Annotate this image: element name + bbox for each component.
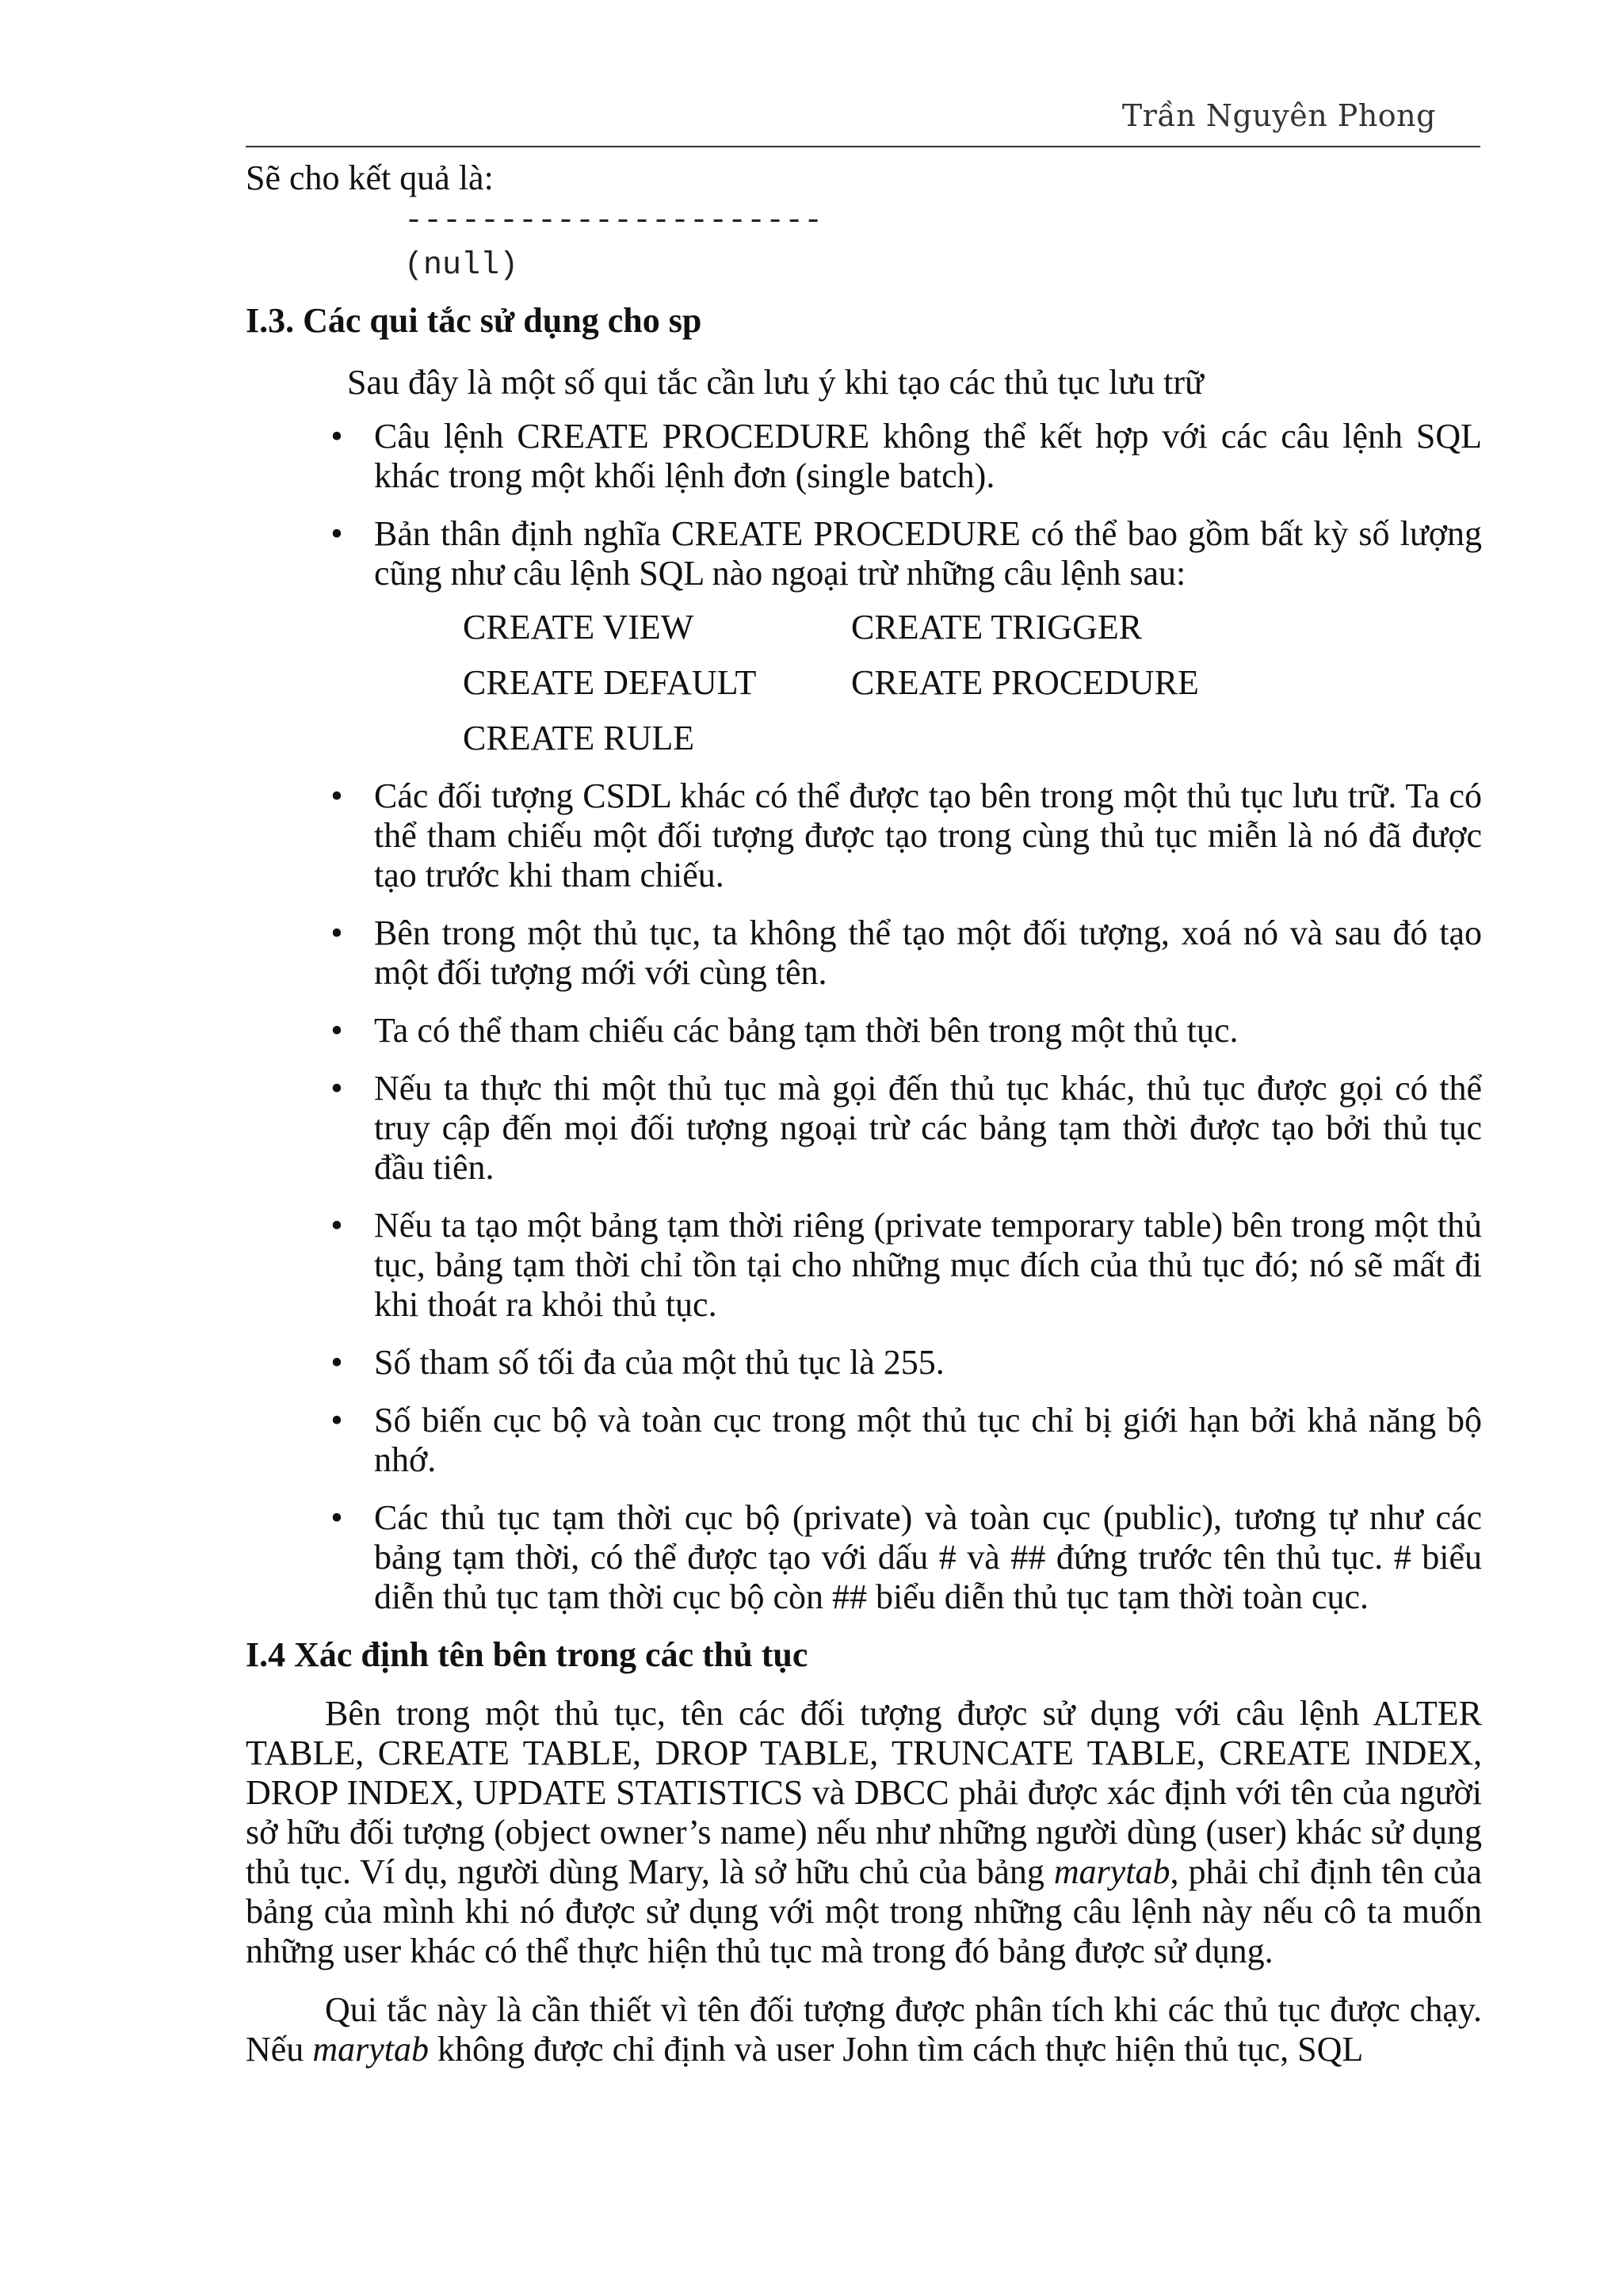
rule-item [246,1069,1482,1188]
rule-item [246,1206,1482,1325]
excluded-statement: CREATE PROCEDURE [851,663,1199,702]
excluded-statement: CREATE TRIGGER [851,608,1143,646]
section-4-heading: I.4 Xác định tên bên trong các thủ tục [246,1635,808,1674]
rule-text: Ta có thể tham chiếu các bảng tạm thời bên trong một thủ tục. [374,1011,1239,1050]
bullet-icon: • [330,1401,343,1440]
bullet-icon: • [330,1498,343,1537]
paragraph-text: không được chỉ định và user John tìm cách thực hiện thủ tục, SQL [428,2030,1364,2069]
bullet-icon: • [330,1069,343,1108]
section-4-paragraph-1 [246,1694,1482,1971]
page-content [246,155,1482,2069]
excluded-statement: CREATE DEFAULT [463,663,757,702]
bullet-icon: • [330,514,343,553]
rules-list [246,417,1482,1617]
table-name-marytab: marytab [1053,1852,1170,1891]
excluded-statement: CREATE RULE [463,719,695,757]
paragraph-text: Bên trong một thủ tục, tên các đối tượng được sử dụng với câu lệnh ALTER TABLE, CREATE TABLE, DROP TABLE, TRUNCATE TABLE, CREATE INDEX, DROP INDEX, UPDATE STATISTICS và DBCC phải được xác định với tên của người sở hữu đối tượng (object owner’s name) nếu như những người dùng (user) khác sử dụng thủ tục. Ví dụ, người dùng Mary, là sở hữu chủ của bảng [246,1694,1482,1891]
section-4-paragraph-2 [246,1990,1482,2069]
bullet-icon: • [330,1343,343,1382]
rule-text: Nếu ta thực thi một thủ tục mà gọi đến thủ tục khác, thủ tục được gọi có thể truy cập đến mọi đối tượng ngoại trừ các bảng tạm thời được tạo bởi thủ tục đầu tiên. [374,1069,1482,1187]
rule-item [246,776,1482,895]
rule-item [246,1498,1482,1617]
bullet-icon: • [330,417,343,456]
section-3-intro: Sau đây là một số qui tắc cần lưu ý khi tạo các thủ tục lưu trữ [347,363,1204,402]
rule-item [246,1401,1482,1480]
rule-item [246,514,1482,758]
rule-text: Bên trong một thủ tục, ta không thể tạo một đối tượng, xoá nó và sau đó tạo một đối tượng mới với cùng tên. [374,913,1482,992]
result-dashes: ---------------------- [404,204,823,239]
rule-text: Câu lệnh CREATE PROCEDURE không thể kết hợp với các câu lệnh SQL khác trong một khối lệnh đơn (single batch). [374,417,1482,495]
rule-text: Nếu ta tạo một bảng tạm thời riêng (private temporary table) bên trong một thủ tục, bảng tạm thời chỉ tồn tại cho những mục đích của thủ tục đó; nó sẽ mất đi khi thoát ra khỏi thủ tục. [374,1206,1482,1324]
bullet-icon: • [330,1206,343,1245]
rule-text: Số biến cục bộ và toàn cục trong một thủ tục chỉ bị giới hạn bởi khả năng bộ nhớ. [374,1401,1482,1479]
rule-text: Các thủ tục tạm thời cục bộ (private) và toàn cục (public), tương tự như các bảng tạm thời, có thể được tạo với dấu # và ## đứng trước tên thủ tục. # biểu diễn thủ tục tạm thời cục bộ còn ## biểu diễn thủ tục tạm thời toàn cục. [374,1498,1482,1616]
header-rule [246,146,1480,147]
rule-item [246,1011,1482,1051]
rule-text: Bản thân định nghĩa CREATE PROCEDURE có thể bao gồm bất kỳ số lượng cũng như câu lệnh SQL nào ngoại trừ những câu lệnh sau: [374,514,1482,593]
bullet-icon: • [330,1011,343,1050]
excluded-statements [463,608,1482,758]
bullet-icon: • [330,913,343,952]
rule-item [246,1343,1482,1383]
excluded-statement: CREATE VIEW [463,608,694,646]
result-null-value: (null) [404,248,519,284]
header-author: Trần Nguyên Phong [1121,98,1436,133]
rule-item [246,913,1482,993]
section-3-heading: I.3. Các qui tắc sử dụng cho sp [246,301,702,340]
rule-text: Số tham số tối đa của một thủ tục là 255. [374,1343,945,1382]
paragraph-text: , phải chỉ định tên của bảng của mình khi nó được sử dụng với một trong những câu lệnh này nếu cô ta muốn những user khác có thể thực hiện thủ tục mà trong đó bảng được sử dụng. [246,1852,1482,1970]
table-name-marytab: marytab [312,2030,429,2069]
rule-text: Các đối tượng CSDL khác có thể được tạo bên trong một thủ tục lưu trữ. Ta có thể tham chiếu một đối tượng được tạo trong cùng thủ tục miễn là nó đã được tạo trước khi tham chiếu. [374,776,1482,894]
bullet-icon: • [330,776,343,815]
result-label: Sẽ cho kết quả là: [246,158,494,197]
rule-item [246,417,1482,496]
paragraph-text: Qui tắc này là cần thiết vì tên đối tượng được phân tích khi các thủ tục được chạy. Nếu [246,1990,1482,2069]
